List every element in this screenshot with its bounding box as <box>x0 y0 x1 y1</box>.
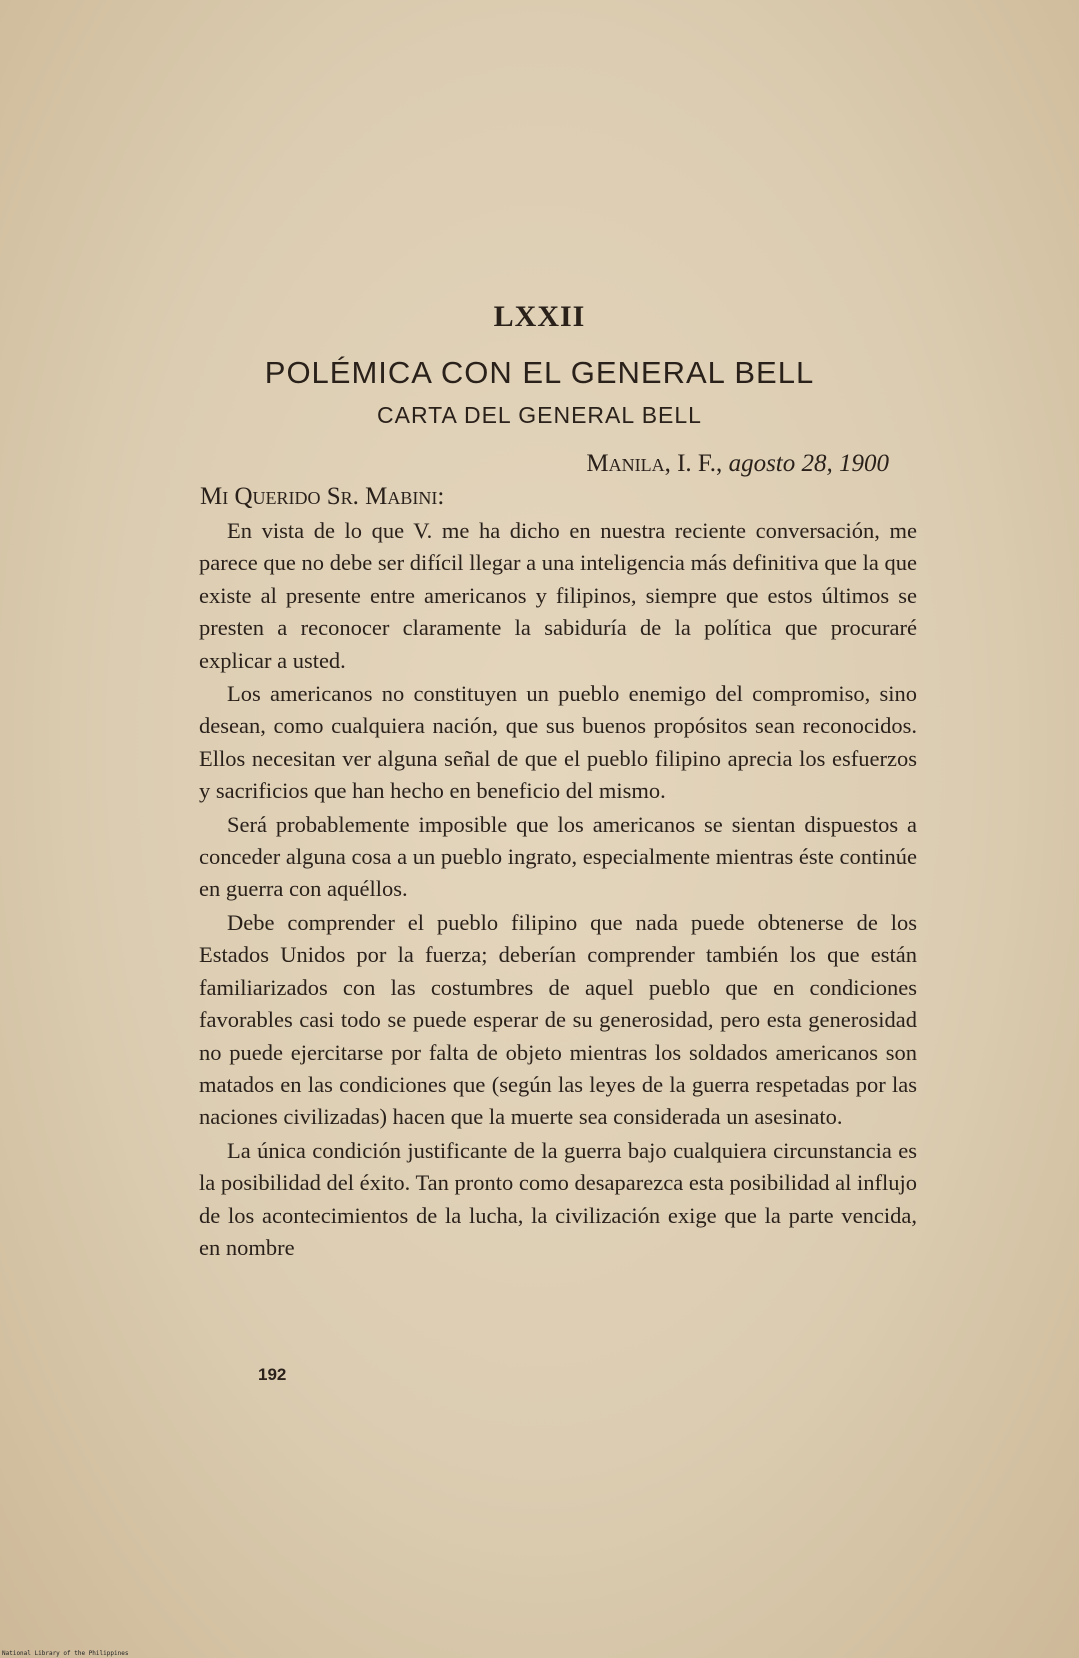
chapter-title: POLÉMICA CON EL GENERAL BELL <box>264 355 815 390</box>
paragraph: Debe comprender el pueblo filipino que nada puede obtenerse de los Estados Unidos por la fuerza; deberían comprender también los que están familiarizados con las costumbres de aquel pueblo que en condiciones favorables casi todo se puede esperar de su generosidad, pero esta generosidad no puede ejercitarse por falta de objeto mientras los soldados americanos son matados en las condiciones que (según las leyes de la guerra respetadas por las naciones civilizadas) hacen que la muerte sea considerada un asesinato. <box>199 909 917 1130</box>
paragraph: La única condición justificante de la guerra bajo cualquiera circunstancia es la posibilidad del éxito. Tan pronto como desaparezca esta posibilidad al influjo de los acontecimientos de la lucha, la civilización exige que la parte vencida, en nombre <box>199 1137 917 1260</box>
chapter-subtitle: CARTA DEL GENERAL BELL <box>377 402 702 428</box>
chapter-number: LXXII <box>493 300 586 333</box>
letter-place: Manila, I. F., <box>586 450 723 477</box>
library-credit: National Library of the Philippines <box>2 1650 129 1657</box>
paragraph: Será probablemente imposible que los americanos se sientan dispuestos a conceder alguna cosa a un pueblo ingrato, especialmente mientras éste continúe en guerra con aquéllos. <box>199 811 917 902</box>
letter-salutation: Mi Querido Sr. Mabini: <box>200 483 445 510</box>
paragraph: En vista de lo que V. me ha dicho en nuestra reciente conversación, me parece que no debe ser difícil llegar a una inteligencia más definitiva que la que existe al presente entre americanos y filipinos, siempre que estos últimos se presten a reconocer claramente la sabiduría de la política que procuraré explicar a usted. <box>199 518 917 673</box>
page-number: 192 <box>258 1365 287 1384</box>
paragraph: Los americanos no constituyen un pueblo enemigo del compromiso, sino desean, como cualquiera nación, que sus buenos propósitos sean reconocidos. Ellos necesitan ver alguna señal de que el pueblo filipino aprecia los esfuerzos y sacrificios que han hecho en beneficio del mismo. <box>199 681 917 804</box>
letter-body <box>199 515 917 1265</box>
letter-dateline <box>586 450 889 478</box>
letter-date: agosto 28, 1900 <box>728 450 889 477</box>
